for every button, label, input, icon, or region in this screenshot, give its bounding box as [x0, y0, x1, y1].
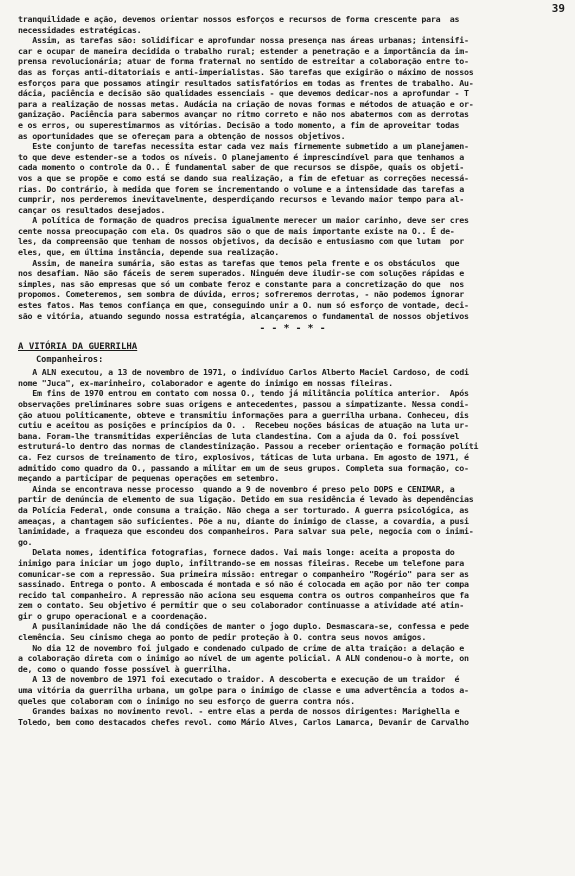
text-line: lanimidade, a fraqueza que escondeu dos companheiros. Para salvar sua pele, negocia com o inimi-	[18, 526, 474, 537]
text-line: esforços para que possamos atingir resultados satisfatórios em todas as frentes de trabalho. Au-	[18, 77, 474, 88]
text-line: queles que colaboram com o inimigo no seu esforço de guerra contra nós.	[18, 695, 355, 706]
text-line: A pusilanimidade não lhe dá condições de manter o jogo duplo. Desmascara-se, confessa e pede	[18, 621, 469, 632]
text-line: ameaças, a chantagem são suficientes. Põe a nu, diante do inimigo de classe, a covardia, a pusi	[18, 515, 469, 526]
text-line: para a realização de nossas metas. Audácia na criação de novas formas e métodos de atuação e or-	[18, 98, 474, 109]
page-number: 39	[551, 2, 565, 15]
text-line: uma vitória da guerrilha urbana, um golpe para o inimigo de classe e uma advertência a todos a-	[18, 685, 469, 696]
text-line: les, da compreensão que tenham de nossos objetivos, da decisão e entusiasmo com que lutam por	[18, 236, 465, 247]
text-line: cumprir, nos perderemos inevitavelmente, desperdiçando recursos e levando maior tempo para al-	[18, 194, 465, 205]
text-line: ganização. Paciência para sabermos avançar no ritmo correto e não nos abatermos com as derrotas	[18, 109, 469, 120]
text-line: tranquilidade e ação, devemos orientar nossos esforços e recursos de forma crescente para as	[18, 14, 460, 24]
text-line: da Polícia Federal, onde consuma a traição. Não chega a ser torturado. A guerra psicológica, as	[18, 504, 469, 515]
text-line: dácia, paciência e decisão são qualidades essenciais - que devemos dedicar-nos a aprofundar - T	[18, 88, 469, 99]
text-line: recido tal companheiro. A repressão não aciona seu esquema contra os outros companheiros que fa	[18, 589, 469, 600]
text-line: Em fins de 1970 entrou em contato com nossa O., tendo já militância política anterior. Após	[18, 388, 469, 399]
text-line: Assim, de maneira sumária, são estas as tarefas que temos pela frente e os obstáculos que	[18, 257, 460, 268]
text-line: cutiu e aceitou as posições e princípios da O. . Recebeu noções básicas de atuação na luta ur-	[18, 420, 469, 431]
text-line: propomos. Cometeremos, sem sombra de dúvida, erros; sofreremos derrotas, - não podemos ignorar	[18, 289, 465, 300]
text-line: go.	[18, 536, 33, 547]
text-line: Ainda se encontrava nesse processo quando a 9 de novembro é preso pelo DOPS e CENIMAR, a	[18, 483, 455, 494]
text-line: as oportunidades que se ofereçam para a obtenção de nossos objetivos.	[18, 130, 346, 141]
article-text-block	[18, 367, 567, 727]
text-line: nome "Juca", ex-marinheiro, colaborador e agente do inimigo em nossas fileiras.	[18, 377, 393, 388]
text-line: to que deve estender-se a todos os níveis. O planejamento é imprescindível para que tenhamos a	[18, 151, 465, 162]
text-line: No dia 12 de novembro foi julgado e condenado culpado de crime de alta traição: a delação e	[18, 642, 465, 653]
text-line: ca. Fez cursos de treinamento de tiro, explosivos, táticas de luta urbana. Em agosto de 1971, é	[18, 451, 469, 462]
section-separator: - - * - * -	[259, 323, 326, 335]
text-line: necessidades estratégicas.	[18, 24, 142, 35]
text-line: a colaboração direta com o inimigo ao nível de um agente policial. A ALN condenou-o à morte, on	[18, 653, 469, 664]
text-line: Toledo, bem como destacados chefes revol. como Mário Alves, Carlos Lamarca, Devanir de Carvalho	[18, 716, 469, 727]
text-line: Este conjunto de tarefas necessita estar cada vez mais firmemente submetido a um planejamen-	[18, 141, 469, 152]
text-line: e os erros, ou superestimarmos as vitórias. Decisão a todo momento, a fim de aproveitar todas	[18, 119, 460, 130]
text-line: de, como o quando fosse possível à guerrilha.	[18, 663, 232, 674]
text-line: cançar os resultados desejados.	[18, 204, 166, 215]
greeting: Companheiros:	[36, 355, 104, 366]
text-line: Grandes baixas no movimento revol. - entre elas a perda de nossos dirigentes: Marighella e	[18, 706, 460, 717]
text-line: eles, que, em última instância, depende sua realização.	[18, 247, 279, 258]
section-title: A VITÓRIA DA GUERRILHA	[18, 342, 138, 353]
text-line: gir o grupo operacional e a coordenação.	[18, 610, 208, 621]
text-line: A ALN executou, a 13 de novembro de 1971, o indivíduo Carlos Alberto Maciel Cardoso, de codi	[18, 367, 469, 378]
text-line: estruturá-lo dentro das normas de clandestinização. Passou a receber orientação e formação políti	[18, 441, 479, 452]
text-line: sassinado. Entrega o ponto. A emboscada é montada e só não é colocada em ação por não ter compa	[18, 579, 469, 590]
text-line: Assim, as tarefas são: solidificar e aprofundar nossa presença nas áreas urbanas; intensifi-	[18, 35, 469, 46]
text-line: cada momento o controle da O.. É fundamental saber de que recursos se dispõe, quais os objeti-	[18, 162, 465, 173]
text-line: zem o contato. Seu objetivo é permitir que o seu colaborador continuasse a atividade até atin-	[18, 600, 465, 611]
text-line: das as forças anti-ditatoriais e anti-imperialistas. São tarefas que exigirão o máximo de nossos	[18, 66, 474, 77]
text-line: são e vitória, atuando segundo nossa estratégia, alcançaremos o fundamental de nossos objetivos	[18, 310, 469, 321]
text-line: admitido como quadro da O., passando a militar em um de seus grupos. Completa sua formação, co-	[18, 462, 469, 473]
text-line: Delata nomes, identifica fotografias, fornece dados. Vai mais longe: aceita a proposta do	[18, 547, 455, 558]
text-line: nos desafiam. Não são fáceis de serem superados. Ninguém deve iludir-se com soluções rápidas e	[18, 268, 465, 279]
text-line: A 13 de novembro de 1971 foi executado o traidor. A descoberta e execução de um traidor é	[18, 674, 460, 685]
text-line: prensa revolucionária; atuar de forma fraternal no sentido de estreitar a colaboração entre to-	[18, 56, 469, 67]
text-line: observações preliminares sobre suas origens e antecedentes, passou a simpatizante. Nessa condi-	[18, 399, 469, 409]
text-line: rias. Do contrário, à medida que forem se incrementando o volume e a intensidade das tarefas a	[18, 183, 465, 194]
text-line: cente nossa preocupação com ela. Os quadros são o que de mais importante existe na O.. É de-	[18, 225, 455, 236]
text-line: A política de formação de quadros precisa igualmente merecer um maior carinho, deve ser cres	[18, 215, 469, 226]
text-line: partir de denúncia de elemento de sua ligação. Detido em sua residência é levado às dependências	[18, 494, 474, 505]
text-line: simples, nas são empresas que só um combate feroz e constante para a concretização do que nos	[18, 278, 465, 289]
text-line: ção atuou politicamente, obteve e transmitiu informações para a guerrilha urbana. Conheceu, dis	[18, 409, 469, 420]
text-line: clemência. Seu cinismo chega ao ponto de pedir proteção à O. contra seus novos amigos.	[18, 632, 427, 643]
intro-text-block	[18, 14, 567, 321]
text-line: inimigo para iniciar um jogo duplo, infiltrando-se em nossas fileiras. Recebe um telefone para	[18, 557, 465, 568]
text-line: car e ocupar de maneira decidida o trabalho rural; estender a penetração e a importância da im-	[18, 45, 469, 56]
text-line: estes fatos. Mas temos confiança em que, conseguindo unir a O. num só esforço de vontade, deci-	[18, 300, 469, 311]
text-line: comunicar-se com a repressão. Sua primeira missão: entregar o companheiro "Rogério" para ser as	[18, 568, 469, 579]
text-line: vos a que se propõe e como está se dando sua realização, a fim de efetuar as correções necessá-	[18, 172, 469, 183]
text-line: bana. Foram-lhe transmitidas experiências de luta clandestina. Com a ajuda da O. foi possível	[18, 430, 460, 441]
text-line: meçando a participar de pequenas operações em setembro.	[18, 473, 279, 484]
